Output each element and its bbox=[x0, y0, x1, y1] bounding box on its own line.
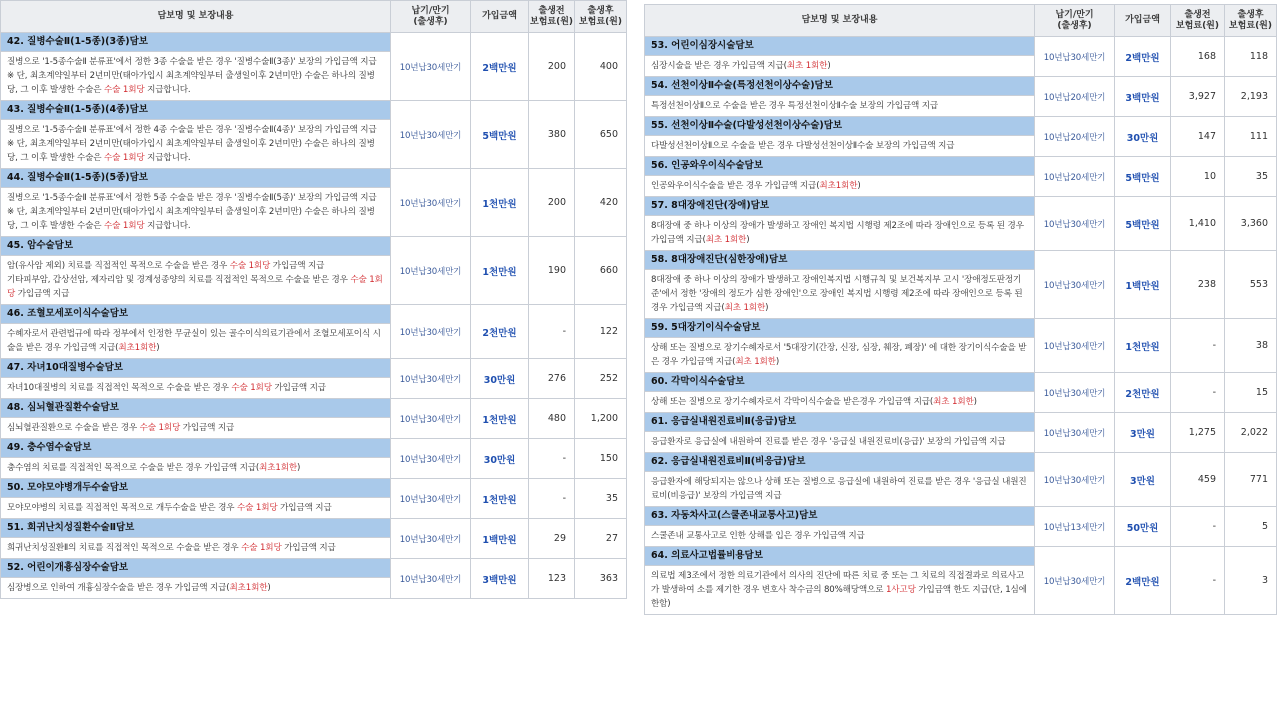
description-text: ※ 단, 최초계약일부터 2년미만(태아가입시 최초계약일부터 출생일이후 2년미만) 수술은 하나의 질병당, 그 이후 발생한 수술은 bbox=[7, 207, 375, 231]
premium-before-birth: 168 bbox=[1171, 37, 1225, 77]
coverage-description bbox=[645, 566, 1035, 615]
coverage-row-title bbox=[645, 77, 1277, 96]
coverage-description bbox=[645, 216, 1035, 251]
description-text: ) bbox=[857, 181, 861, 191]
coverage-row-title bbox=[1, 237, 627, 256]
description-line bbox=[651, 179, 1028, 193]
coverage-row-title bbox=[1, 169, 627, 188]
description-text: 다발성선천이상Ⅱ으로 수술을 받은 경우 다발성선천이상Ⅱ수술 보장의 가입금액 지급 bbox=[651, 141, 955, 151]
premium-after-birth: 5 bbox=[1225, 507, 1277, 547]
payment-term: 10년납30세만기 bbox=[391, 479, 471, 519]
coverage-table-right bbox=[644, 4, 1277, 615]
coverage-name: 43. 질병수술Ⅱ(1-5종)(4종)담보 bbox=[1, 101, 391, 120]
coverage-name: 52. 어린이개흉심장수술담보 bbox=[1, 559, 391, 578]
description-text: 모야모야병의 치료를 직접적인 목적으로 개두수술을 받은 경우 bbox=[7, 503, 238, 513]
highlight-text: 수술 1회당 bbox=[104, 153, 145, 163]
description-text: ) bbox=[775, 357, 780, 367]
highlight-text: 최초 1회한 bbox=[786, 61, 828, 71]
description-text: 8대장애 중 하나 이상의 장애가 발생하고 장애인복지법 시행규칙 및 보건복지부 고시 '장애정도판정기준'에서 정한 '장애의 정도가 심한 장애인'으로 장애인 복지법 시행령 제2조에 따라 장애인으로 등록 된 경우 가입금액 지급( bbox=[651, 275, 1023, 313]
description-line bbox=[7, 259, 384, 273]
coverage-amount: 2백만원 bbox=[471, 33, 529, 101]
payment-term: 10년납30세만기 bbox=[391, 237, 471, 305]
description-text: 암(유사암 제외) 치료를 직접적인 목적으로 수술을 받은 경우 bbox=[7, 261, 230, 271]
premium-after-birth: 650 bbox=[575, 101, 627, 169]
coverage-description bbox=[645, 96, 1035, 117]
payment-term: 10년납20세만기 bbox=[1035, 77, 1115, 117]
payment-term: 10년납20세만기 bbox=[1035, 157, 1115, 197]
description-line bbox=[651, 341, 1028, 369]
description-text: 가입금액 지급 bbox=[270, 261, 325, 271]
coverage-name: 48. 심뇌혈관질환수술담보 bbox=[1, 399, 391, 418]
premium-before-birth: 480 bbox=[529, 399, 575, 439]
highlight-text: 수술 1회당 bbox=[139, 423, 181, 433]
highlight-text: 수술 1회당 bbox=[104, 221, 145, 231]
description-line bbox=[7, 69, 384, 97]
description-text: 가입금액 지급 bbox=[277, 503, 332, 513]
premium-before-birth: 123 bbox=[529, 559, 575, 599]
coverage-name: 53. 어린이심장시술담보 bbox=[645, 37, 1035, 56]
coverage-row-title bbox=[645, 319, 1277, 338]
premium-before-birth: 3,927 bbox=[1171, 77, 1225, 117]
coverage-description bbox=[645, 472, 1035, 507]
payment-term: 10년납20세만기 bbox=[1035, 117, 1115, 157]
premium-after-birth: 2,022 bbox=[1225, 413, 1277, 453]
description-line bbox=[651, 273, 1028, 315]
premium-before-birth: - bbox=[1171, 319, 1225, 373]
coverage-row-title bbox=[645, 547, 1277, 566]
description-text: ※ 단, 최초계약일부터 2년미만(태아가입시 최초계약일부터 출생일이후 2년미만) 수술은 하나의 질병당, 그 이후 발생한 수술은 bbox=[7, 71, 375, 95]
coverage-description bbox=[1, 324, 391, 359]
description-text: 특정선천이상Ⅱ으로 수술을 받은 경우 특정선천이상Ⅱ수술 보장의 가입금액 지급 bbox=[651, 101, 939, 111]
header-term: 납기/만기 (출생후) bbox=[1035, 5, 1115, 37]
premium-after-birth: 118 bbox=[1225, 37, 1277, 77]
description-line bbox=[651, 99, 1028, 113]
coverage-amount: 50만원 bbox=[1115, 507, 1171, 547]
description-line bbox=[651, 219, 1028, 247]
premium-after-birth: 35 bbox=[1225, 157, 1277, 197]
premium-before-birth: 147 bbox=[1171, 117, 1225, 157]
highlight-text: 수술 1회당 bbox=[241, 543, 282, 553]
premium-after-birth: 3,360 bbox=[1225, 197, 1277, 251]
coverage-name: 62. 응급실내원진료비Ⅱ(비응급)담보 bbox=[645, 453, 1035, 472]
coverage-row-title bbox=[645, 453, 1277, 472]
premium-before-birth: 29 bbox=[529, 519, 575, 559]
coverage-name: 57. 8대장애진단(장애)담보 bbox=[645, 197, 1035, 216]
description-text: 상해 또는 질병으로 장기수혜자로서 '5대장기(간장, 신장, 심장, 췌장, 폐장)' 에 대한 장기이식수술을 받은 경우 가입금액 지급( bbox=[651, 343, 1027, 367]
payment-term: 10년납30세만기 bbox=[1035, 373, 1115, 413]
description-text: 심장병으로 인하여 개흉심장수술을 받은 경우 가입금액 지급( bbox=[7, 583, 230, 593]
table-header-row bbox=[645, 5, 1277, 37]
coverage-description bbox=[645, 176, 1035, 197]
coverage-row-title bbox=[645, 117, 1277, 136]
coverage-row-title bbox=[1, 101, 627, 120]
premium-after-birth: 122 bbox=[575, 305, 627, 359]
description-text: 의료법 제3조에서 정한 의료기관에서 의사의 진단에 따른 치료 중 또는 그 치료의 직접결과로 의료사고가 발생하여 소를 제기한 경우 변호사 착수금의 80%해당액으로 bbox=[651, 571, 1025, 595]
premium-before-birth: 10 bbox=[1171, 157, 1225, 197]
payment-term: 10년납30세만기 bbox=[1035, 37, 1115, 77]
description-line bbox=[651, 475, 1028, 503]
coverage-row-title bbox=[645, 37, 1277, 56]
payment-term: 10년납30세만기 bbox=[1035, 197, 1115, 251]
coverage-name: 47. 자녀10대질병수술담보 bbox=[1, 359, 391, 378]
description-text: 수혜자로서 관련법규에 따라 정부에서 인정한 무균실이 있는 골수이식의료기관에서 조혈모세포이식 시술을 받은 경우 가입금액 지급( bbox=[7, 329, 381, 353]
highlight-text: 수술 1회당 bbox=[104, 85, 145, 95]
premium-before-birth: - bbox=[1171, 373, 1225, 413]
payment-term: 10년납30세만기 bbox=[1035, 413, 1115, 453]
coverage-row-title bbox=[1, 479, 627, 498]
coverage-description bbox=[1, 418, 391, 439]
coverage-name: 61. 응급실내원진료비Ⅱ(응급)담보 bbox=[645, 413, 1035, 432]
description-line bbox=[651, 395, 1028, 409]
coverage-description bbox=[645, 526, 1035, 547]
description-line bbox=[651, 139, 1028, 153]
payment-term: 10년납30세만기 bbox=[1035, 319, 1115, 373]
payment-term: 10년납30세만기 bbox=[391, 559, 471, 599]
coverage-description bbox=[1, 120, 391, 169]
coverage-amount: 1천만원 bbox=[471, 479, 529, 519]
description-text: 질병으로 '1-5종수술Ⅱ 분류표'에서 정한 4종 수술을 받은 경우 '질병수술Ⅱ(4종)' 보장의 가입금액 지급 bbox=[7, 125, 377, 135]
description-line bbox=[7, 137, 384, 165]
premium-after-birth: 1,200 bbox=[575, 399, 627, 439]
coverage-row-title bbox=[645, 507, 1277, 526]
coverage-name: 58. 8대장애진단(심한장애)담보 bbox=[645, 251, 1035, 270]
coverage-description bbox=[1, 538, 391, 559]
description-text: 응급환자로 응급실에 내원하여 진료를 받은 경우 '응급실 내원진료비(응급)' 보장의 가입금액 지급 bbox=[651, 437, 1006, 447]
payment-term: 10년납30세만기 bbox=[391, 305, 471, 359]
coverage-row-title bbox=[1, 305, 627, 324]
header-amount: 가입금액 bbox=[1115, 5, 1171, 37]
highlight-text: 최초 1회한 bbox=[724, 303, 766, 313]
description-line bbox=[651, 529, 1028, 543]
premium-after-birth: 400 bbox=[575, 33, 627, 101]
highlight-text: 수술 1회당 bbox=[229, 261, 271, 271]
header-name: 담보명 및 보장내용 bbox=[645, 5, 1035, 37]
coverage-name: 42. 질병수술Ⅱ(1-5종)(3종)담보 bbox=[1, 33, 391, 52]
header-premium-after: 출생후 보험료(원) bbox=[575, 1, 627, 33]
premium-after-birth: 252 bbox=[575, 359, 627, 399]
premium-after-birth: 553 bbox=[1225, 251, 1277, 319]
right-table-panel bbox=[644, 4, 1276, 615]
coverage-name: 44. 질병수술Ⅱ(1-5종)(5종)담보 bbox=[1, 169, 391, 188]
highlight-text: 최초 1회한 bbox=[705, 235, 747, 245]
coverage-amount: 1천만원 bbox=[471, 169, 529, 237]
payment-term: 10년납13세만기 bbox=[1035, 507, 1115, 547]
coverage-name: 64. 의료사고법률비용담보 bbox=[645, 547, 1035, 566]
description-text: 질병으로 '1-5종수술Ⅱ 분류표'에서 정한 5종 수술을 받은 경우 '질병수술Ⅱ(5종)' 보장의 가입금액 지급 bbox=[7, 193, 377, 203]
coverage-description bbox=[1, 578, 391, 599]
description-text: 심장시술을 받은 경우 가입금액 지급( bbox=[651, 61, 787, 71]
premium-after-birth: 35 bbox=[575, 479, 627, 519]
description-line bbox=[651, 59, 1028, 73]
highlight-text: 최초1회한 bbox=[118, 343, 157, 353]
coverage-name: 56. 인공와우이식수술담보 bbox=[645, 157, 1035, 176]
premium-after-birth: 27 bbox=[575, 519, 627, 559]
coverage-amount: 2천만원 bbox=[471, 305, 529, 359]
coverage-row-title bbox=[645, 251, 1277, 270]
description-text: 가입금액 한도 지급(단, 1심에 한함) bbox=[651, 585, 1027, 609]
premium-after-birth: 150 bbox=[575, 439, 627, 479]
coverage-description bbox=[645, 338, 1035, 373]
coverage-amount: 3백만원 bbox=[1115, 77, 1171, 117]
premium-after-birth: 38 bbox=[1225, 319, 1277, 373]
coverage-name: 59. 5대장기이식수술담보 bbox=[645, 319, 1035, 338]
coverage-description bbox=[645, 270, 1035, 319]
description-text: 인공와우이식수술을 받은 경우 가입금액 지급( bbox=[651, 181, 820, 191]
coverage-description bbox=[1, 256, 391, 305]
description-text: ) bbox=[156, 343, 160, 353]
coverage-name: 63. 자동차사고(스쿨존내교통사고)담보 bbox=[645, 507, 1035, 526]
coverage-description bbox=[1, 458, 391, 479]
highlight-text: 최초1회한 bbox=[259, 463, 298, 473]
coverage-amount: 1천만원 bbox=[471, 237, 529, 305]
description-text: 가입금액 지급 bbox=[180, 423, 235, 433]
coverage-name: 51. 희귀난치성질환수술Ⅱ담보 bbox=[1, 519, 391, 538]
premium-before-birth: - bbox=[1171, 547, 1225, 615]
coverage-row-title bbox=[645, 373, 1277, 392]
header-term: 납기/만기 (출생후) bbox=[391, 1, 471, 33]
coverage-description bbox=[1, 52, 391, 101]
coverage-amount: 3백만원 bbox=[471, 559, 529, 599]
coverage-name: 50. 모야모야병개두수술담보 bbox=[1, 479, 391, 498]
description-line bbox=[7, 55, 384, 69]
description-text: 질병으로 '1-5종수술Ⅱ 분류표'에서 정한 3종 수술을 받은 경우 '질병수술Ⅱ(3종)' 보장의 가입금액 지급 bbox=[7, 57, 377, 67]
coverage-amount: 30만원 bbox=[471, 359, 529, 399]
premium-before-birth: - bbox=[529, 305, 575, 359]
highlight-text: 수술 1회당 bbox=[237, 503, 278, 513]
premium-after-birth: 2,193 bbox=[1225, 77, 1277, 117]
header-premium-before: 출생전 보험료(원) bbox=[1171, 5, 1225, 37]
description-line bbox=[7, 191, 384, 205]
premium-before-birth: 380 bbox=[529, 101, 575, 169]
highlight-text: 최초1회한 bbox=[229, 583, 268, 593]
header-name: 담보명 및 보장내용 bbox=[1, 1, 391, 33]
description-text: 기타피부암, 갑상선암, 제자리암 및 경계성종양의 치료를 직접적인 목적으로 수술을 받은 경우 bbox=[7, 275, 351, 285]
coverage-amount: 30만원 bbox=[471, 439, 529, 479]
description-text: ) bbox=[765, 303, 769, 313]
description-line bbox=[651, 569, 1028, 611]
description-line bbox=[7, 327, 384, 355]
payment-term: 10년납30세만기 bbox=[1035, 453, 1115, 507]
coverage-row-title bbox=[645, 157, 1277, 176]
description-line bbox=[651, 435, 1028, 449]
description-text: 지급합니다. bbox=[144, 85, 191, 95]
premium-before-birth: - bbox=[1171, 507, 1225, 547]
coverage-row-title bbox=[1, 33, 627, 52]
premium-after-birth: 111 bbox=[1225, 117, 1277, 157]
coverage-row-title bbox=[1, 359, 627, 378]
payment-term: 10년납30세만기 bbox=[1035, 251, 1115, 319]
premium-after-birth: 771 bbox=[1225, 453, 1277, 507]
highlight-text: 1사고당 bbox=[885, 585, 916, 595]
description-line bbox=[7, 273, 384, 301]
description-line bbox=[7, 541, 384, 555]
description-line bbox=[7, 381, 384, 395]
highlight-text: 최초 1회한 bbox=[933, 397, 974, 407]
payment-term: 10년납30세만기 bbox=[1035, 547, 1115, 615]
coverage-name: 46. 조혈모세포이식수술담보 bbox=[1, 305, 391, 324]
header-premium-before: 출생전 보험료(원) bbox=[529, 1, 575, 33]
coverage-row-title bbox=[1, 559, 627, 578]
highlight-text: 최초1회한 bbox=[819, 181, 858, 191]
description-text: ) bbox=[267, 583, 271, 593]
premium-before-birth: 238 bbox=[1171, 251, 1225, 319]
description-text: 자녀10대질병의 치료를 직접적인 목적으로 수술을 받은 경우 bbox=[7, 383, 232, 393]
payment-term: 10년납30세만기 bbox=[391, 519, 471, 559]
coverage-amount: 2백만원 bbox=[1115, 37, 1171, 77]
premium-before-birth: 1,275 bbox=[1171, 413, 1225, 453]
coverage-description bbox=[1, 378, 391, 399]
coverage-description bbox=[1, 188, 391, 237]
coverage-amount: 2천만원 bbox=[1115, 373, 1171, 413]
coverage-description bbox=[645, 56, 1035, 77]
payment-term: 10년납30세만기 bbox=[391, 359, 471, 399]
description-line bbox=[7, 123, 384, 137]
coverage-row-title bbox=[1, 439, 627, 458]
description-text: 지급합니다. bbox=[144, 221, 191, 231]
description-text: 8대장애 중 하나 이상의 장애가 발생하고 장애인 복지법 시행령 제2조에 따라 장애인으로 등록 된 경우 가입금액 지급( bbox=[651, 221, 1024, 245]
left-table-panel bbox=[0, 0, 626, 599]
description-text: ) bbox=[746, 235, 750, 245]
coverage-description bbox=[645, 392, 1035, 413]
description-text: 가입금액 지급 bbox=[281, 543, 336, 553]
premium-before-birth: 276 bbox=[529, 359, 575, 399]
description-text: 희귀난치성질환Ⅱ의 치료를 직접적인 목적으로 수술을 받은 경우 bbox=[7, 543, 242, 553]
highlight-text: 수술 1회당 bbox=[7, 275, 383, 299]
premium-before-birth: 459 bbox=[1171, 453, 1225, 507]
coverage-amount: 5백만원 bbox=[1115, 197, 1171, 251]
coverage-name: 54. 선천이상Ⅱ수술(특정선천이상수술)담보 bbox=[645, 77, 1035, 96]
coverage-row-title bbox=[645, 413, 1277, 432]
description-text: 응급환자에 해당되지는 않으나 상해 또는 질병으로 응급실에 내원하여 진료를 받은 경우 '응급실 내원진료비(비응급)' 보장의 가입금액 지급 bbox=[651, 477, 1027, 501]
coverage-name: 55. 선천이상Ⅱ수술(다발성선천이상수술)담보 bbox=[645, 117, 1035, 136]
coverage-amount: 30만원 bbox=[1115, 117, 1171, 157]
premium-before-birth: - bbox=[529, 479, 575, 519]
description-text: ) bbox=[973, 397, 977, 407]
header-premium-after: 출생후 보험료(원) bbox=[1225, 5, 1277, 37]
description-line bbox=[7, 461, 384, 475]
coverage-row-title bbox=[645, 197, 1277, 216]
coverage-amount: 1천만원 bbox=[471, 399, 529, 439]
coverage-amount: 5백만원 bbox=[1115, 157, 1171, 197]
coverage-amount: 3만원 bbox=[1115, 413, 1171, 453]
premium-before-birth: 200 bbox=[529, 169, 575, 237]
premium-before-birth: 1,410 bbox=[1171, 197, 1225, 251]
coverage-description bbox=[645, 136, 1035, 157]
coverage-amount: 1백만원 bbox=[1115, 251, 1171, 319]
highlight-text: 수술 1회당 bbox=[231, 383, 272, 393]
coverage-name: 60. 각막이식수술담보 bbox=[645, 373, 1035, 392]
description-text: 지급합니다. bbox=[144, 153, 191, 163]
premium-after-birth: 3 bbox=[1225, 547, 1277, 615]
table-header-row bbox=[1, 1, 627, 33]
coverage-name: 49. 충수염수술담보 bbox=[1, 439, 391, 458]
coverage-amount: 1천만원 bbox=[1115, 319, 1171, 373]
coverage-amount: 1백만원 bbox=[471, 519, 529, 559]
premium-after-birth: 15 bbox=[1225, 373, 1277, 413]
coverage-amount: 2백만원 bbox=[1115, 547, 1171, 615]
coverage-name: 45. 암수술담보 bbox=[1, 237, 391, 256]
premium-after-birth: 420 bbox=[575, 169, 627, 237]
description-line bbox=[7, 501, 384, 515]
coverage-amount: 3만원 bbox=[1115, 453, 1171, 507]
description-text: 심뇌혈관질환으로 수술을 받은 경우 bbox=[7, 423, 140, 433]
description-text: 가입금액 지급 bbox=[15, 289, 70, 299]
premium-before-birth: 200 bbox=[529, 33, 575, 101]
coverage-row-title bbox=[1, 399, 627, 418]
highlight-text: 최초 1회한 bbox=[735, 357, 776, 367]
payment-term: 10년납30세만기 bbox=[391, 399, 471, 439]
description-line bbox=[7, 421, 384, 435]
premium-before-birth: - bbox=[529, 439, 575, 479]
premium-before-birth: 190 bbox=[529, 237, 575, 305]
payment-term: 10년납30세만기 bbox=[391, 101, 471, 169]
description-text: 가입금액 지급 bbox=[271, 383, 326, 393]
description-line bbox=[7, 581, 384, 595]
description-line bbox=[7, 205, 384, 233]
payment-term: 10년납30세만기 bbox=[391, 169, 471, 237]
description-text: 상해 또는 질병으로 장기수혜자로서 각막이식수술을 받은경우 가입금액 지급( bbox=[651, 397, 934, 407]
premium-after-birth: 660 bbox=[575, 237, 627, 305]
header-amount: 가입금액 bbox=[471, 1, 529, 33]
payment-term: 10년납30세만기 bbox=[391, 33, 471, 101]
payment-term: 10년납30세만기 bbox=[391, 439, 471, 479]
description-text: 스쿨존내 교통사고로 인한 상해를 입은 경우 가입금액 지급 bbox=[651, 531, 865, 541]
coverage-amount: 5백만원 bbox=[471, 101, 529, 169]
description-text: 충수염의 치료를 직접적인 목적으로 수술을 받은 경우 가입금액 지급( bbox=[7, 463, 260, 473]
description-text: ) bbox=[297, 463, 301, 473]
coverage-description bbox=[1, 498, 391, 519]
coverage-row-title bbox=[1, 519, 627, 538]
coverage-table-left bbox=[0, 0, 627, 599]
premium-after-birth: 363 bbox=[575, 559, 627, 599]
description-text: ) bbox=[827, 61, 831, 71]
description-text: ※ 단, 최초계약일부터 2년미만(태아가입시 최초계약일부터 출생일이후 2년미만) 수술은 하나의 질병당, 그 이후 발생한 수술은 bbox=[7, 139, 375, 163]
coverage-description bbox=[645, 432, 1035, 453]
